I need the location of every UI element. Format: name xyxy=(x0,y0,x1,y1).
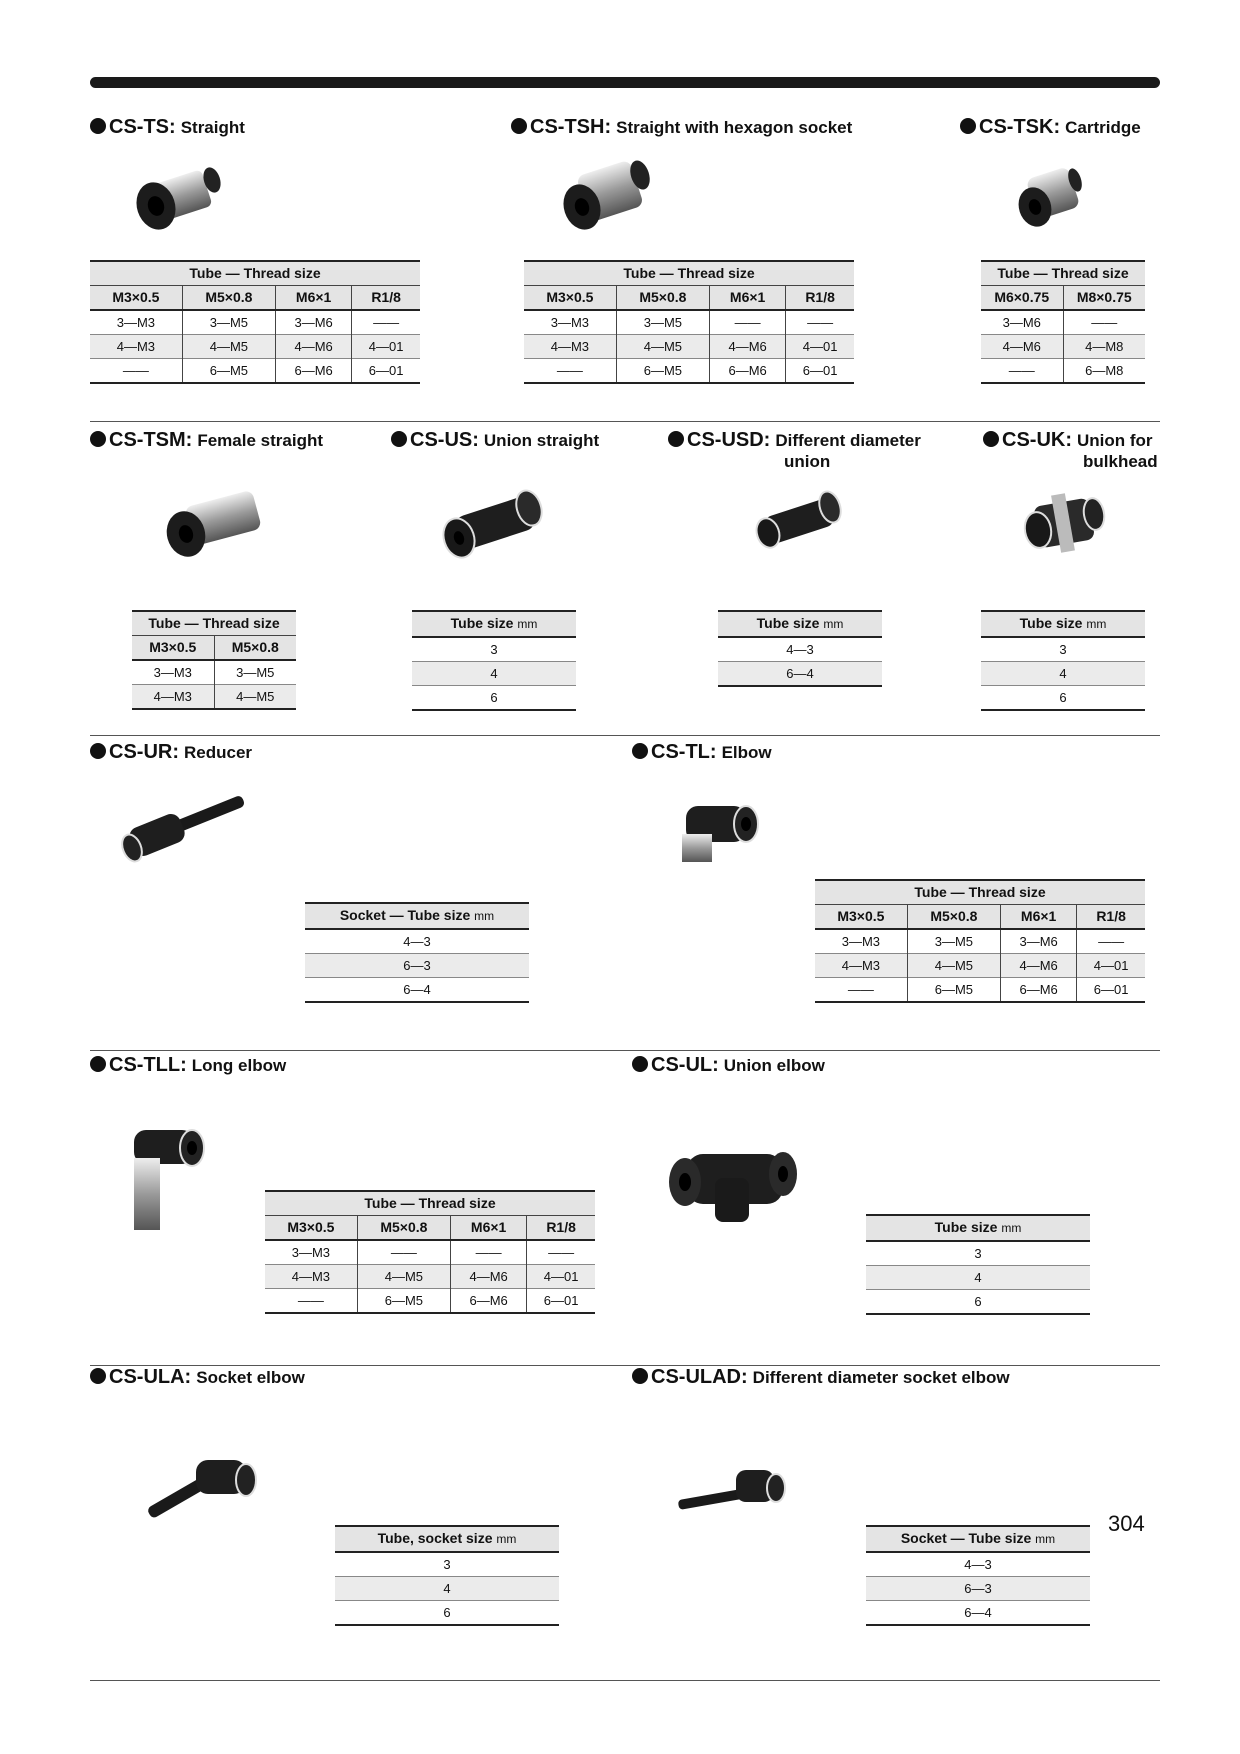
spec-table-cs-ula xyxy=(335,1525,559,1626)
table-row xyxy=(132,660,296,685)
table-row xyxy=(981,359,1145,384)
table-cell: 6—3 xyxy=(866,1577,1090,1601)
table-cell: 6—3 xyxy=(305,954,529,978)
table-header: Tube, socket size mm xyxy=(335,1526,559,1552)
column-header: M5×0.8 xyxy=(357,1216,450,1241)
table-cell: 3—M5 xyxy=(616,310,709,335)
spec-table-cs-uk xyxy=(981,610,1145,711)
column-header: M6×1 xyxy=(710,286,786,311)
table-cell: 6—M6 xyxy=(1001,978,1077,1003)
union-elbow-image xyxy=(665,1138,805,1228)
table-cell: —— xyxy=(357,1240,450,1265)
long-elbow-image xyxy=(126,1120,212,1240)
table-cell: 6 xyxy=(335,1601,559,1626)
column-header: M5×0.8 xyxy=(616,286,709,311)
spec-table-cs-tsk xyxy=(981,260,1145,384)
table-cell: 3—M3 xyxy=(116,315,156,330)
table-header: Tube size mm xyxy=(718,611,882,637)
table-cell: 3 xyxy=(443,1557,451,1572)
table-cell: 3—M6 xyxy=(1001,929,1077,954)
table-row xyxy=(524,335,854,359)
table-cell: —— xyxy=(352,310,420,335)
table-cell: 4—M6 xyxy=(276,335,352,359)
table-cell: 4—3 xyxy=(964,1557,992,1572)
table-cell: 3—M6 xyxy=(1002,315,1041,330)
column-header: M5×0.8 xyxy=(182,286,275,311)
table-cell: 3—M3 xyxy=(550,315,590,330)
table-row xyxy=(981,662,1145,686)
table-header: Tube — Thread size xyxy=(90,261,420,286)
table-cell: 6—01 xyxy=(352,359,420,384)
table-cell: 4 xyxy=(335,1577,559,1601)
table-row xyxy=(866,1290,1090,1315)
table-row xyxy=(265,1265,595,1289)
table-row xyxy=(90,359,420,384)
table-cell: 4—01 xyxy=(352,335,420,359)
table-row xyxy=(412,686,576,711)
straight-fitting-image xyxy=(130,158,230,238)
table-row xyxy=(981,335,1145,359)
table-header: Tube size mm xyxy=(866,1215,1090,1241)
table-cell: 6—01 xyxy=(786,359,854,384)
table-cell: 6—M5 xyxy=(907,978,1000,1003)
table-cell: —— xyxy=(1077,929,1145,954)
spec-table-cs-ur xyxy=(305,902,529,1003)
table-cell: 4 xyxy=(866,1266,1090,1290)
table-cell: —— xyxy=(815,978,907,1003)
table-cell: 4—01 xyxy=(1077,954,1145,978)
table-cell: —— xyxy=(710,310,786,335)
table-row xyxy=(866,1601,1090,1626)
table-row xyxy=(335,1601,559,1626)
table-cell: —— xyxy=(786,310,854,335)
table-cell: 6 xyxy=(866,1290,1090,1315)
table-cell: 4—M8 xyxy=(1063,335,1145,359)
section-title-cs-ur: CS-UR: Reducer xyxy=(90,742,252,763)
table-cell: 3—M3 xyxy=(841,934,881,949)
table-cell: —— xyxy=(1063,310,1145,335)
spec-table-cs-us xyxy=(412,610,576,711)
table-cell: —— xyxy=(527,1240,595,1265)
table-cell: 4—M5 xyxy=(182,335,275,359)
table-row xyxy=(90,310,420,335)
section-title-cs-tsk: CS-TSK: Cartridge xyxy=(960,117,1141,138)
bullet-icon xyxy=(90,743,106,759)
table-cell: 4 xyxy=(412,662,576,686)
table-header: Tube — Thread size xyxy=(132,611,296,636)
section-title-cs-ula: CS-ULA: Socket elbow xyxy=(90,1367,305,1388)
table-row xyxy=(866,1552,1090,1577)
table-cell: 6—4 xyxy=(305,978,529,1003)
table-row xyxy=(718,662,882,687)
spec-table-cs-tl xyxy=(815,879,1145,1003)
table-row xyxy=(305,978,529,1003)
table-cell: 6 xyxy=(981,686,1145,711)
table-row xyxy=(524,310,854,335)
bullet-icon xyxy=(90,118,106,134)
table-row xyxy=(335,1577,559,1601)
bullet-icon xyxy=(90,1368,106,1384)
table-cell: 3—M3 xyxy=(291,1245,331,1260)
page-number: 304 xyxy=(1108,1511,1145,1536)
section-divider xyxy=(90,735,1160,736)
table-cell: 4—M3 xyxy=(815,954,907,978)
section-title-cs-ts: CS-TS: Straight xyxy=(90,117,245,138)
table-cell: 3 xyxy=(1059,642,1067,657)
table-cell: 3 xyxy=(974,1246,982,1261)
table-cell: 3—M6 xyxy=(276,310,352,335)
bullet-icon xyxy=(511,118,527,134)
bullet-icon xyxy=(90,431,106,447)
table-cell: 3—M5 xyxy=(214,660,296,685)
table-row xyxy=(815,954,1145,978)
section-title-cs-tll: CS-TLL: Long elbow xyxy=(90,1055,286,1076)
table-cell: 4—M3 xyxy=(265,1265,357,1289)
table-cell: 6—M6 xyxy=(451,1289,527,1314)
table-header: Socket — Tube size mm xyxy=(866,1526,1090,1552)
bullet-icon xyxy=(391,431,407,447)
top-rule xyxy=(90,77,1160,88)
column-header: M6×1 xyxy=(276,286,352,311)
table-cell: 6—M5 xyxy=(616,359,709,384)
reducer-image xyxy=(120,790,250,870)
table-cell: —— xyxy=(265,1289,357,1314)
spec-table-cs-ulad xyxy=(866,1525,1090,1626)
table-header: Socket — Tube size mm xyxy=(305,903,529,929)
table-cell: 4—M6 xyxy=(451,1265,527,1289)
column-header: M5×0.8 xyxy=(907,905,1000,930)
hex-socket-straight-image xyxy=(558,155,658,235)
bullet-icon xyxy=(960,118,976,134)
table-row xyxy=(981,637,1145,662)
table-row xyxy=(412,662,576,686)
spec-table-cs-usd xyxy=(718,610,882,687)
table-cell: 4—3 xyxy=(786,642,814,657)
section-subtitle: bulkhead xyxy=(1083,452,1158,471)
table-cell: 4—01 xyxy=(527,1265,595,1289)
table-cell: 4—M3 xyxy=(90,335,182,359)
table-row xyxy=(305,954,529,978)
bullet-icon xyxy=(632,743,648,759)
bullet-icon xyxy=(668,431,684,447)
table-cell: 3—M5 xyxy=(182,310,275,335)
column-header: M6×1 xyxy=(1001,905,1077,930)
column-header: M3×0.5 xyxy=(90,286,182,311)
spec-table-cs-tll xyxy=(265,1190,595,1314)
table-header: Tube — Thread size xyxy=(815,880,1145,905)
table-row xyxy=(412,637,576,662)
table-row xyxy=(866,1241,1090,1266)
section-title-cs-usd: CS-USD: Different diameter xyxy=(668,430,921,451)
column-header: R1/8 xyxy=(786,286,854,311)
table-cell: 3 xyxy=(490,642,498,657)
section-title-cs-ulad: CS-ULAD: Different diameter socket elbow xyxy=(632,1367,1010,1388)
table-cell: 6—M5 xyxy=(182,359,275,384)
section-title-cs-tsh: CS-TSH: Straight with hexagon socket xyxy=(511,117,852,138)
socket-elbow-image xyxy=(140,1448,270,1528)
section-title-cs-tsm: CS-TSM: Female straight xyxy=(90,430,323,451)
table-cell: —— xyxy=(90,359,182,384)
table-cell: —— xyxy=(981,359,1063,384)
section-divider xyxy=(90,1050,1160,1051)
table-row xyxy=(305,929,529,954)
table-cell: 4 xyxy=(981,662,1145,686)
section-title-cs-ul: CS-UL: Union elbow xyxy=(632,1055,825,1076)
table-row xyxy=(815,929,1145,954)
table-cell: 4—M5 xyxy=(616,335,709,359)
table-cell: 6—M8 xyxy=(1063,359,1145,384)
section-subtitle: union xyxy=(784,452,831,471)
column-header: M3×0.5 xyxy=(524,286,616,311)
column-header: M6×0.75 xyxy=(981,286,1063,311)
column-header: R1/8 xyxy=(527,1216,595,1241)
table-cell: 4—M6 xyxy=(981,335,1063,359)
table-row xyxy=(981,686,1145,711)
female-straight-image xyxy=(158,484,268,564)
table-cell: 3—M5 xyxy=(907,929,1000,954)
table-cell: 4—M5 xyxy=(214,685,296,710)
table-row xyxy=(524,359,854,384)
table-header: Tube — Thread size xyxy=(265,1191,595,1216)
table-cell: 4—M5 xyxy=(357,1265,450,1289)
bulkhead-union-image xyxy=(1022,484,1112,564)
table-row xyxy=(90,335,420,359)
table-cell: —— xyxy=(524,359,616,384)
section-divider xyxy=(90,421,1160,422)
table-header: Tube size mm xyxy=(412,611,576,637)
column-header: M3×0.5 xyxy=(132,636,214,661)
table-cell: 4—M3 xyxy=(524,335,616,359)
table-header: Tube size mm xyxy=(981,611,1145,637)
table-cell: 6—01 xyxy=(527,1289,595,1314)
section-title-cs-tl: CS-TL: Elbow xyxy=(632,742,772,763)
table-cell: 4—M6 xyxy=(1001,954,1077,978)
table-cell: 4—3 xyxy=(403,934,431,949)
table-cell: 4—M5 xyxy=(907,954,1000,978)
column-header: R1/8 xyxy=(1077,905,1145,930)
table-cell: 4—01 xyxy=(786,335,854,359)
table-cell: 4—M3 xyxy=(132,685,214,710)
bullet-icon xyxy=(632,1368,648,1384)
table-cell: —— xyxy=(451,1240,527,1265)
table-cell: 6—4 xyxy=(718,662,882,687)
table-header: Tube — Thread size xyxy=(981,261,1145,286)
table-row xyxy=(335,1552,559,1577)
column-header: M5×0.8 xyxy=(214,636,296,661)
table-cell: 6 xyxy=(412,686,576,711)
column-header: M3×0.5 xyxy=(815,905,907,930)
spec-table-cs-ts xyxy=(90,260,420,384)
column-header: M3×0.5 xyxy=(265,1216,357,1241)
table-row xyxy=(265,1240,595,1265)
section-title-cs-us: CS-US: Union straight xyxy=(391,430,599,451)
union-straight-image xyxy=(437,484,549,564)
bullet-icon xyxy=(90,1056,106,1072)
table-cell: 6—M6 xyxy=(710,359,786,384)
column-header: M6×1 xyxy=(451,1216,527,1241)
different-diameter-socket-elbow-image xyxy=(674,1460,794,1530)
table-cell: 6—4 xyxy=(866,1601,1090,1626)
table-row xyxy=(132,685,296,710)
spec-table-cs-tsm xyxy=(132,610,296,710)
bullet-icon xyxy=(983,431,999,447)
table-row xyxy=(866,1577,1090,1601)
cartridge-image xyxy=(1015,162,1095,237)
elbow-image xyxy=(676,790,766,870)
table-row xyxy=(815,978,1145,1003)
bullet-icon xyxy=(632,1056,648,1072)
table-header: Tube — Thread size xyxy=(524,261,854,286)
table-cell: 3—M3 xyxy=(153,665,192,680)
table-row xyxy=(718,637,882,662)
table-row xyxy=(265,1289,595,1314)
table-cell: 6—M5 xyxy=(357,1289,450,1314)
section-divider xyxy=(90,1365,1160,1366)
section-title-cs-uk: CS-UK: Union for xyxy=(983,430,1153,451)
table-row xyxy=(866,1266,1090,1290)
column-header: M8×0.75 xyxy=(1063,286,1145,311)
table-cell: 4—M6 xyxy=(710,335,786,359)
spec-table-cs-tsh xyxy=(524,260,854,384)
table-row xyxy=(981,310,1145,335)
table-cell: 6—M6 xyxy=(276,359,352,384)
table-cell: 6—01 xyxy=(1077,978,1145,1003)
section-divider xyxy=(90,1680,1160,1681)
spec-table-cs-ul xyxy=(866,1214,1090,1315)
different-diameter-union-image xyxy=(750,487,850,559)
column-header: R1/8 xyxy=(352,286,420,311)
